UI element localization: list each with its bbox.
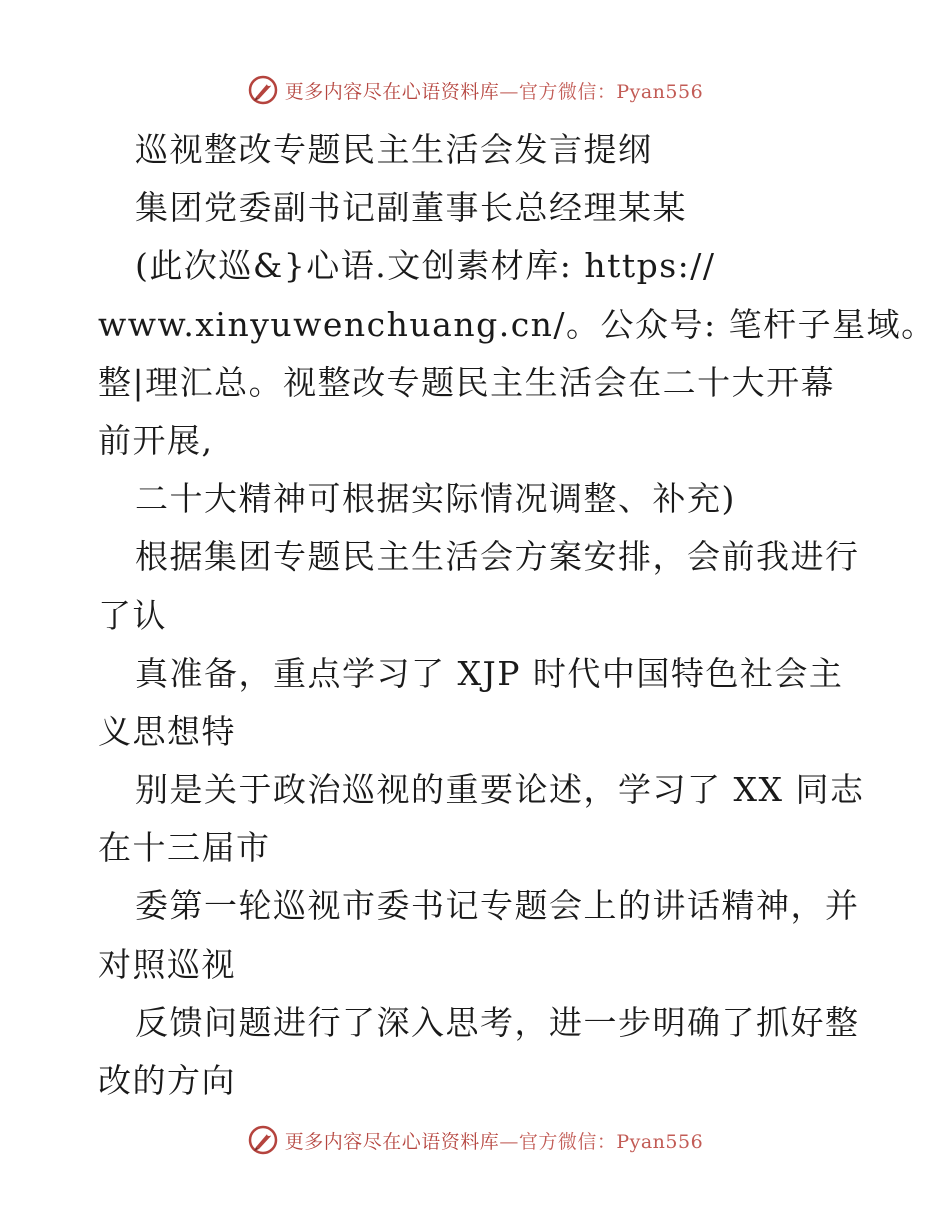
footer-watermark bbox=[0, 1120, 950, 1160]
paragraph-line: 对照巡视 bbox=[98, 944, 236, 984]
watermark-site-text: 更多内容尽在心语资料库 bbox=[284, 1130, 500, 1153]
paragraph-line: (此次巡&}心语.文创素材库: https:// bbox=[135, 246, 716, 286]
paragraph-line: 在十三届市 bbox=[98, 828, 271, 868]
document-body bbox=[98, 121, 936, 1110]
watermark-separator: — bbox=[499, 80, 519, 103]
pen-logo-icon bbox=[247, 1124, 279, 1156]
paragraph-line: 改的方向 bbox=[98, 1061, 236, 1100]
watermark-text bbox=[285, 77, 703, 104]
document-title: 巡视整改专题民主生活会发言提纲 bbox=[135, 130, 653, 169]
watermark-text bbox=[285, 1127, 703, 1154]
watermark-wechat-label: 官方微信： bbox=[518, 80, 617, 103]
paragraph-line: 前开展, bbox=[98, 420, 214, 460]
paragraph-line: 义思想特 bbox=[98, 711, 236, 751]
header-watermark bbox=[0, 70, 950, 110]
watermark-wechat-id: Pyan556 bbox=[616, 80, 704, 103]
paragraph-line: 二十大精神可根据实际情况调整、补充) bbox=[135, 479, 736, 519]
watermark-wechat-label: 官方微信： bbox=[518, 1130, 617, 1153]
watermark-wechat-id: Pyan556 bbox=[616, 1130, 704, 1153]
paragraph-line: 根据集团专题民主生活会方案安排，会前我进行 bbox=[135, 537, 860, 577]
document-author: 集团党委副书记副董事长总经理某某 bbox=[135, 188, 687, 228]
paragraph-line: www.xinyuwenchuang.cn/。公众号: 笔杆子星域。 bbox=[98, 304, 936, 344]
watermark-group bbox=[247, 1124, 703, 1156]
watermark-group bbox=[247, 74, 703, 106]
paragraph-line: 了认 bbox=[98, 595, 167, 635]
pen-logo-icon bbox=[247, 74, 279, 106]
paragraph-line: 真准备，重点学习了 XJP 时代中国特色社会主 bbox=[135, 653, 844, 693]
paragraph-line: 别是关于政治巡视的重要论述，学习了 XX 同志 bbox=[135, 770, 865, 810]
watermark-site-text: 更多内容尽在心语资料库 bbox=[284, 80, 500, 103]
watermark-separator: — bbox=[499, 1130, 519, 1153]
paragraph-line: 委第一轮巡视市委书记专题会上的讲话精神，并 bbox=[135, 886, 860, 926]
paragraph-line: 反馈问题进行了深入思考，进一步明确了抓好整 bbox=[135, 1002, 860, 1042]
paragraph-line: 整|理汇总。视整改专题民主生活会在二十大开幕 bbox=[98, 362, 836, 402]
